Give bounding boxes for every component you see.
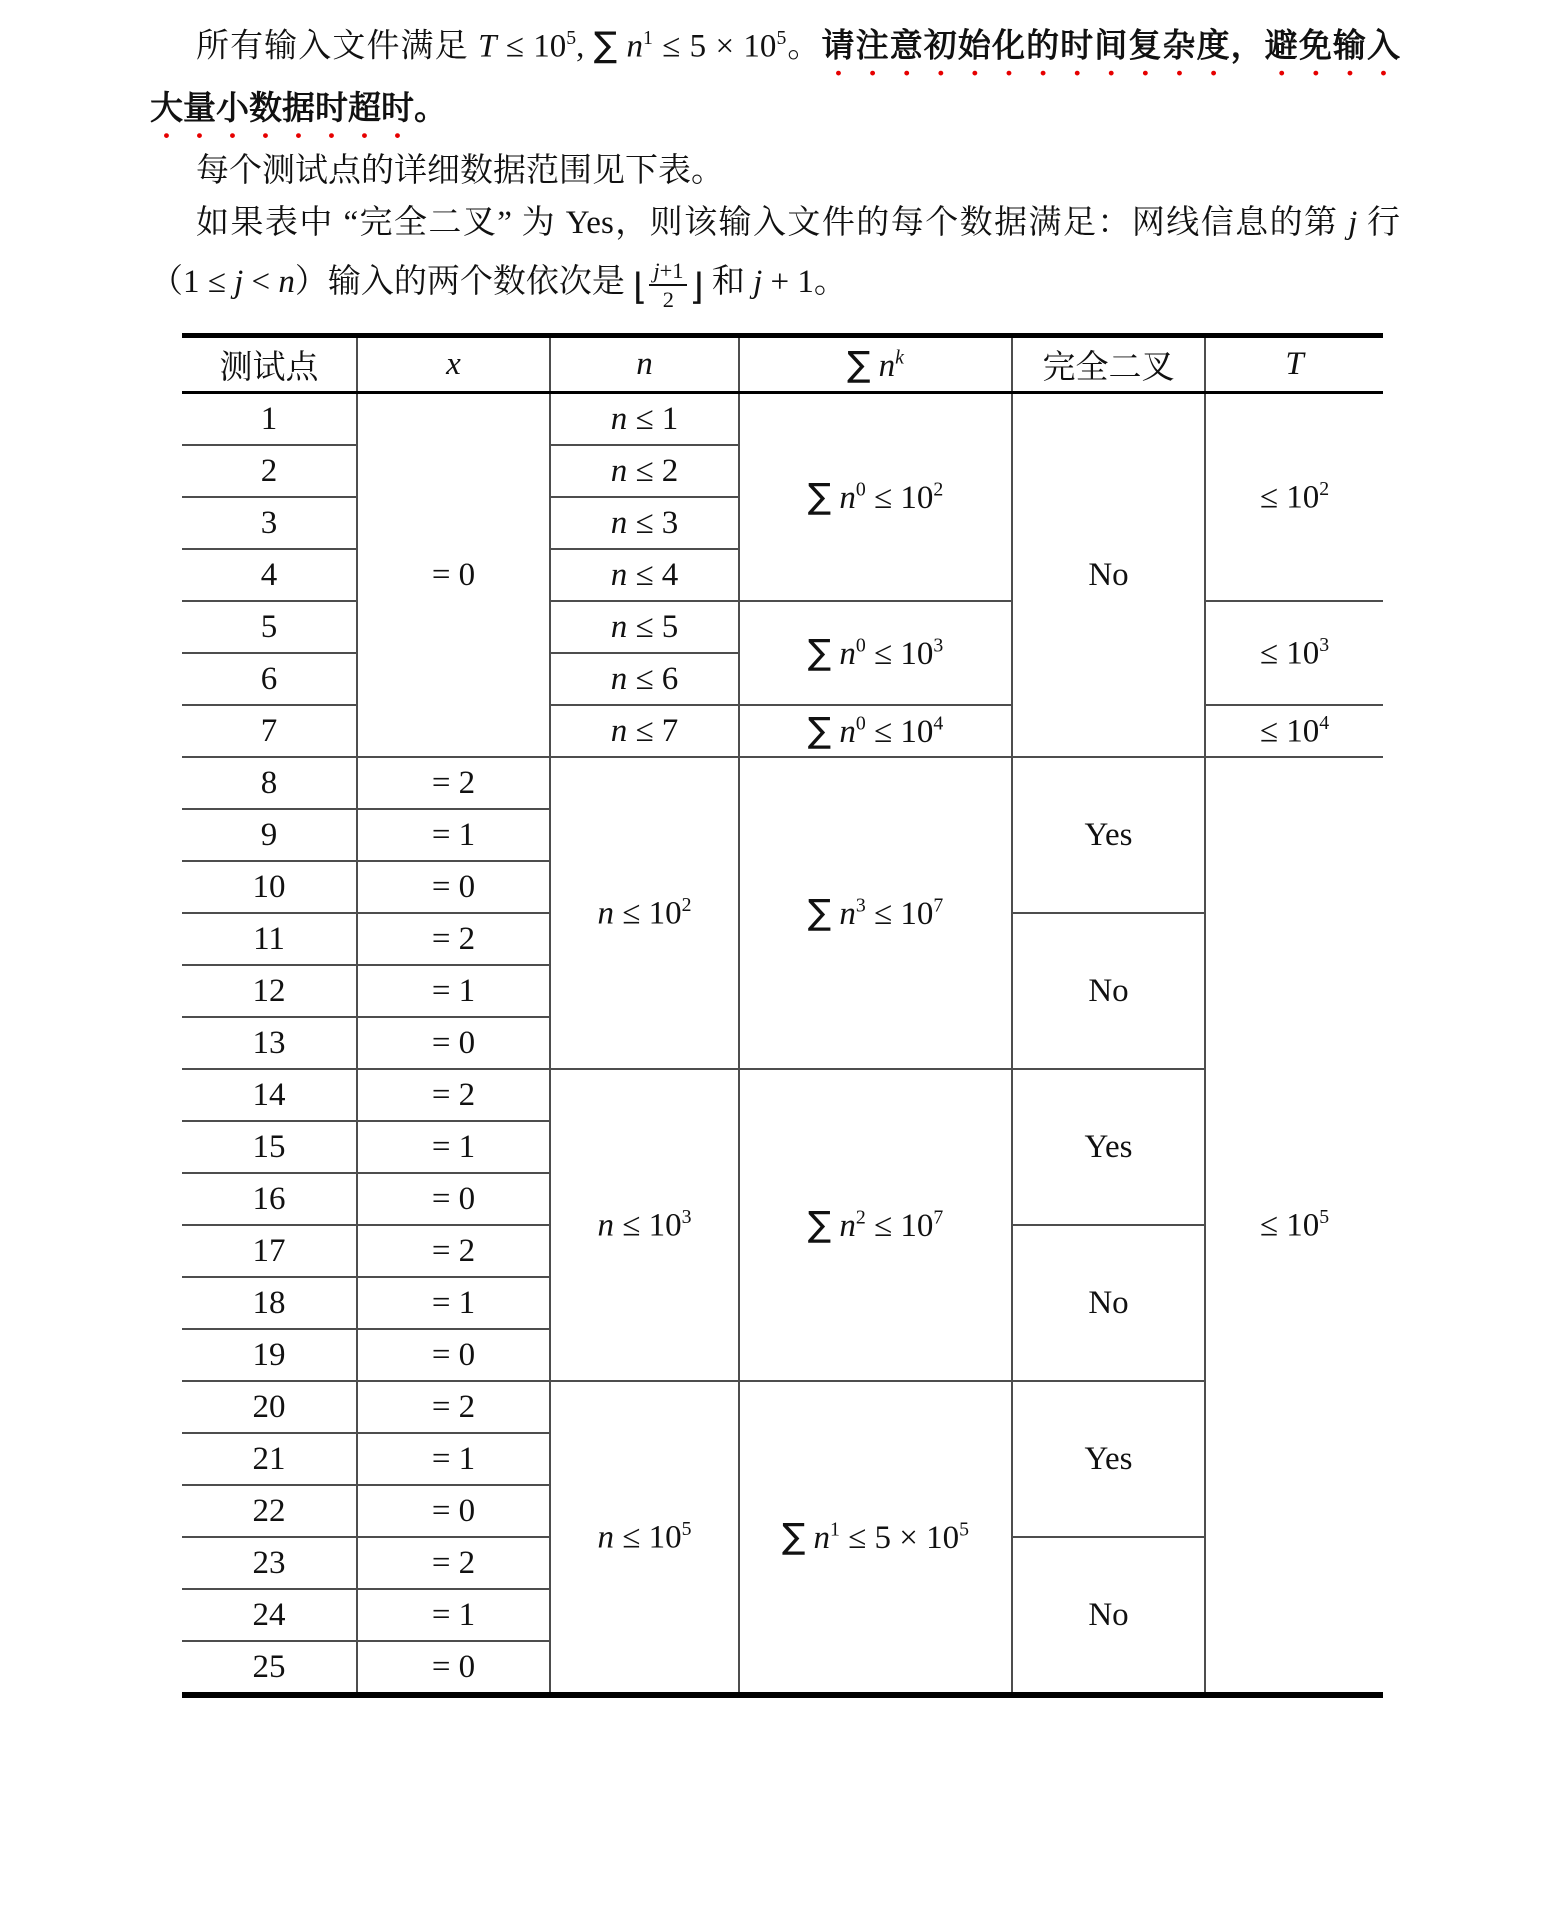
cell-row7-sum-n-k (739, 705, 1012, 757)
cell-text: = 1 (431, 1596, 476, 1633)
cell-row1-complete-binary (1012, 393, 1205, 758)
cell-text: = 1 (431, 1284, 476, 1321)
body-text: （1 ≤ (150, 264, 235, 301)
cell-text: ≤ 5 (627, 608, 679, 645)
cell-text: 3 (855, 895, 866, 917)
cell-text: 22 (252, 1492, 286, 1529)
cell-row2-n (550, 445, 739, 497)
cell-text: 19 (252, 1336, 286, 1373)
sum-symbol: ∑ (593, 25, 618, 66)
cell-text: n (610, 556, 628, 593)
cell-text: n (610, 452, 628, 489)
cell-text: ≤ 10 (865, 896, 934, 933)
table-row-14 (182, 1069, 1383, 1121)
cell-text: 5 (959, 1519, 970, 1541)
body-text: < (243, 264, 279, 301)
cell-text: n (839, 1208, 856, 1245)
cell-row9-x (357, 809, 550, 861)
cell-row10-test-point (182, 861, 357, 913)
cell-row9-test-point (182, 809, 357, 861)
cell-text: 14 (252, 1076, 286, 1113)
cell-text: 测试点 (219, 350, 319, 387)
cell-text: No (1088, 1284, 1129, 1321)
cell-text: = 0 (431, 1024, 476, 1061)
cell-text: 20 (252, 1388, 286, 1425)
cell-text: = 0 (431, 1648, 476, 1685)
math-var-j: j (653, 258, 660, 284)
cell-text: 5 (681, 1518, 692, 1541)
body-text: 和 (703, 264, 754, 301)
cell-text: n (610, 608, 628, 645)
cell-text: Yes (1084, 1440, 1133, 1477)
math-text: ≤ 5 × 10 (652, 28, 777, 65)
cell-row15-x (357, 1121, 550, 1173)
cell-row25-test-point (182, 1641, 357, 1695)
sum-symbol: ∑ (781, 1517, 806, 1558)
cell-text: No (1088, 972, 1129, 1009)
cell-row16-x (357, 1173, 550, 1225)
cell-text: 10 (252, 868, 286, 905)
sum-symbol: ∑ (807, 477, 832, 518)
column-header-test-point (182, 336, 357, 393)
cell-row8-x (357, 757, 550, 809)
cell-text: n (610, 712, 628, 749)
cell-row6-n (550, 653, 739, 705)
cell-text: 4 (1319, 712, 1330, 735)
cell-text: = 1 (431, 972, 476, 1009)
paragraph-line-2 (150, 249, 1400, 320)
cell-text: ≤ 2 (627, 452, 679, 489)
cell-text: = 0 (431, 556, 476, 593)
cell-row14-sum-n-k (739, 1069, 1012, 1381)
cell-text: ≤ 6 (627, 660, 679, 697)
emphasized-warning-text: 请注意初始化的时间复杂度 (821, 26, 1231, 64)
cell-text: ≤ 10 (1259, 1207, 1320, 1244)
cell-text: 11 (253, 920, 285, 957)
cell-row18-test-point (182, 1277, 357, 1329)
cell-text: = 2 (431, 1388, 476, 1425)
cell-row20-complete-binary (1012, 1381, 1205, 1537)
cell-row21-x (357, 1433, 550, 1485)
cell-text: ≤ 10 (613, 1519, 682, 1556)
cell-text: 2 (260, 452, 278, 489)
body-text: ，则该输入文件的每个数据满足：网线信息的第 (613, 205, 1349, 242)
emphasized-warning-period: 。 (414, 89, 447, 127)
cell-row24-x (357, 1589, 550, 1641)
cell-text: = 0 (431, 868, 476, 905)
cell-row11-test-point (182, 913, 357, 965)
table-row-20 (182, 1381, 1383, 1433)
cell-row25-x (357, 1641, 550, 1695)
cell-text: n (610, 504, 628, 541)
cell-text: 完全二叉 (1042, 350, 1175, 387)
math-var-n: n (626, 28, 643, 65)
math-text: , (576, 28, 594, 65)
cell-text: ≤ 10 (1259, 635, 1320, 672)
cell-text: x (446, 346, 461, 383)
cell-text: ≤ 10 (1259, 713, 1320, 750)
cell-text: Yes (1084, 1128, 1133, 1165)
cell-row8-test-point (182, 757, 357, 809)
math-var-n: n (278, 264, 295, 301)
paragraph-see-table: 每个测试点的详细数据范围见下表。 (196, 153, 724, 190)
cell-text: 0 (855, 635, 866, 657)
cell-text: = 2 (431, 1232, 476, 1269)
cell-text: 4 (933, 713, 944, 735)
cell-text: 2 (855, 1207, 866, 1229)
cell-row23-test-point (182, 1537, 357, 1589)
cell-text: ≤ 10 (865, 480, 934, 517)
cell-row10-x (357, 861, 550, 913)
cell-row5-sum-n-k (739, 601, 1012, 705)
column-header-sum-n-k (739, 336, 1012, 393)
cell-text: = 2 (431, 1544, 476, 1581)
cell-text: 0 (855, 713, 866, 735)
cell-text: n (878, 347, 896, 384)
cell-row6-test-point (182, 653, 357, 705)
cell-text: n (839, 636, 856, 673)
cell-text: k (895, 346, 904, 369)
sum-symbol: ∑ (807, 633, 832, 674)
document-page (150, 12, 1400, 1698)
cell-row8-n (550, 757, 739, 1069)
cell-row21-test-point (182, 1433, 357, 1485)
cell-row1-n (550, 393, 739, 446)
cell-row14-n (550, 1069, 739, 1381)
table-row-1 (182, 393, 1383, 446)
yes-literal: Yes (565, 205, 614, 242)
cell-text: Yes (1084, 816, 1133, 853)
sum-symbol: ∑ (807, 893, 832, 934)
cell-row1-sum-n-k (739, 393, 1012, 602)
cell-text: 8 (260, 764, 278, 801)
cell-row5-test-point (182, 601, 357, 653)
cell-row19-test-point (182, 1329, 357, 1381)
cell-row5-T (1205, 601, 1383, 705)
cell-text: n (813, 1520, 831, 1557)
cell-row14-x (357, 1069, 550, 1121)
cell-text: 24 (252, 1596, 286, 1633)
emphasized-warning-comma: ， (1230, 26, 1265, 64)
paragraph-line-1 (150, 197, 1400, 249)
sum-symbol: ∑ (807, 711, 832, 752)
cell-row20-sum-n-k (739, 1381, 1012, 1695)
paragraph-line-1 (150, 12, 1400, 82)
cell-text: 7 (260, 712, 278, 749)
cell-text: = 1 (431, 1128, 476, 1165)
cell-row19-x (357, 1329, 550, 1381)
column-header-T (1205, 336, 1383, 393)
cell-text: n (610, 400, 628, 437)
cell-text: ≤ 10 (613, 895, 682, 932)
cell-text: 23 (252, 1544, 286, 1581)
cell-text: n (610, 660, 628, 697)
cell-row1-test-point (182, 393, 357, 446)
body-text: ）输入的两个数依次是 (294, 264, 634, 301)
table-body (182, 393, 1383, 1696)
cell-text: 16 (252, 1180, 286, 1217)
emphasized-warning-text: 大量小数据时超时 (150, 89, 414, 127)
cell-text: n (839, 714, 856, 751)
emphasized-warning-text: 避免输入 (1264, 26, 1401, 64)
math-superscript: 1 (642, 27, 653, 49)
cell-row14-test-point (182, 1069, 357, 1121)
cell-row18-x (357, 1277, 550, 1329)
cell-text: = 0 (431, 1336, 476, 1373)
sum-symbol: ∑ (847, 344, 871, 385)
sum-symbol: ∑ (807, 1205, 832, 1246)
math-var-j: j (1348, 205, 1358, 242)
math-superscript: 5 (566, 27, 577, 49)
cell-row7-n (550, 705, 739, 757)
cell-text: 2 (1319, 478, 1330, 501)
cell-row20-x (357, 1381, 550, 1433)
cell-text: 17 (252, 1232, 286, 1269)
table-header-row (182, 336, 1383, 393)
cell-row13-x (357, 1017, 550, 1069)
paragraph-line-2 (150, 82, 1400, 145)
cell-text: ≤ 7 (627, 712, 679, 749)
math-text: ≤ 10 (496, 28, 567, 65)
cell-text: 18 (252, 1284, 286, 1321)
cell-text: T (1285, 346, 1304, 383)
cell-row20-test-point (182, 1381, 357, 1433)
cell-row24-test-point (182, 1589, 357, 1641)
cell-text: = 1 (431, 816, 476, 853)
cell-text: = 1 (431, 1440, 476, 1477)
cell-text: 25 (252, 1648, 286, 1685)
cell-row15-test-point (182, 1121, 357, 1173)
cell-text: n (597, 1519, 614, 1556)
body-text: + 1。 (762, 264, 847, 301)
cell-text: ≤ 10 (865, 1208, 934, 1245)
table-header (182, 336, 1383, 393)
cell-row7-T (1205, 705, 1383, 757)
cell-row1-x (357, 393, 550, 758)
floor-right-bracket: ⌋ (689, 265, 704, 309)
cell-text: 2 (681, 894, 692, 917)
cell-text: ≤ 3 (627, 504, 679, 541)
fraction-numerator-rest: +1 (659, 258, 684, 284)
cell-text: 3 (933, 635, 944, 657)
cell-row20-n (550, 1381, 739, 1695)
cell-text: ≤ 4 (627, 556, 679, 593)
cell-text: 1 (260, 400, 278, 437)
cell-text: n (597, 895, 614, 932)
cell-text: 9 (260, 816, 278, 853)
cell-text: No (1088, 1596, 1129, 1633)
cell-text: = 2 (431, 1076, 476, 1113)
cell-text: 21 (252, 1440, 286, 1477)
cell-row17-test-point (182, 1225, 357, 1277)
column-header-x (357, 336, 550, 393)
cell-row1-T (1205, 393, 1383, 602)
cell-text: 12 (252, 972, 286, 1009)
cell-text: 5 (260, 608, 278, 645)
paragraph-constraints (150, 12, 1400, 145)
cell-row4-n (550, 549, 739, 601)
fraction-numerator (649, 258, 687, 286)
cell-text: ≤ 10 (613, 1207, 682, 1244)
cell-text (805, 1520, 813, 1556)
body-text: 行 (1357, 205, 1401, 242)
fraction-j-plus-1-over-2 (649, 258, 687, 312)
math-superscript: 5 (776, 27, 787, 49)
cell-row7-test-point (182, 705, 357, 757)
cell-row16-test-point (182, 1173, 357, 1225)
cell-row23-complete-binary (1012, 1537, 1205, 1695)
floor-left-bracket: ⌊ (633, 265, 648, 309)
cell-row11-complete-binary (1012, 913, 1205, 1069)
cell-row22-test-point (182, 1485, 357, 1537)
cell-row8-sum-n-k (739, 757, 1012, 1069)
cell-text (870, 348, 878, 384)
cell-text: = 0 (431, 1180, 476, 1217)
body-text: 如果表中 “完全二叉” 为 (196, 205, 566, 242)
column-header-complete-binary (1012, 336, 1205, 393)
cell-text: 3 (260, 504, 278, 541)
cell-text: n (839, 896, 856, 933)
cell-row8-T (1205, 757, 1383, 1695)
cell-row13-test-point (182, 1017, 357, 1069)
cell-text: 5 (1319, 1206, 1330, 1229)
cell-row8-complete-binary (1012, 757, 1205, 913)
cell-text: = 2 (431, 920, 476, 957)
body-text: 所有输入文件满足 (196, 28, 479, 65)
fraction-denominator: 2 (662, 287, 674, 313)
cell-text: 13 (252, 1024, 286, 1061)
cell-text: ≤ 10 (865, 714, 934, 751)
cell-text: 3 (1319, 634, 1330, 657)
cell-text: No (1088, 556, 1129, 593)
cell-row17-complete-binary (1012, 1225, 1205, 1381)
math-var-j: j (753, 264, 763, 301)
cell-text: 0 (855, 479, 866, 501)
math-var-T: T (478, 28, 497, 65)
cell-text: 7 (933, 1207, 944, 1229)
cell-row23-x (357, 1537, 550, 1589)
column-header-n (550, 336, 739, 393)
cell-text: 4 (260, 556, 278, 593)
cell-row22-x (357, 1485, 550, 1537)
cell-text: ≤ 10 (1259, 479, 1320, 516)
cell-text: ≤ 10 (865, 636, 934, 673)
cell-row17-x (357, 1225, 550, 1277)
cell-text: 6 (260, 660, 278, 697)
cell-text: 2 (933, 479, 944, 501)
paragraph-complete-binary-note (150, 197, 1400, 320)
cell-text: n (636, 346, 653, 383)
cell-text: = 2 (431, 764, 476, 801)
cell-row11-x (357, 913, 550, 965)
cell-text: = 0 (431, 1492, 476, 1529)
cell-row4-test-point (182, 549, 357, 601)
cell-text: 7 (933, 895, 944, 917)
table-row-8 (182, 757, 1383, 809)
cell-text: n (597, 1207, 614, 1244)
cell-row3-n (550, 497, 739, 549)
math-var-j: j (234, 264, 244, 301)
cell-row2-test-point (182, 445, 357, 497)
test-data-range-table (182, 333, 1383, 1698)
cell-row3-test-point (182, 497, 357, 549)
cell-text: ≤ 5 × 10 (839, 1520, 960, 1557)
punctuation: 。 (786, 28, 822, 65)
cell-text: n (839, 480, 856, 517)
cell-text: 3 (681, 1206, 692, 1229)
cell-row14-complete-binary (1012, 1069, 1205, 1225)
cell-text: ≤ 1 (627, 400, 679, 437)
cell-text: 1 (830, 1519, 840, 1541)
cell-row12-x (357, 965, 550, 1017)
cell-text: 15 (252, 1128, 286, 1165)
cell-row12-test-point (182, 965, 357, 1017)
cell-row5-n (550, 601, 739, 653)
